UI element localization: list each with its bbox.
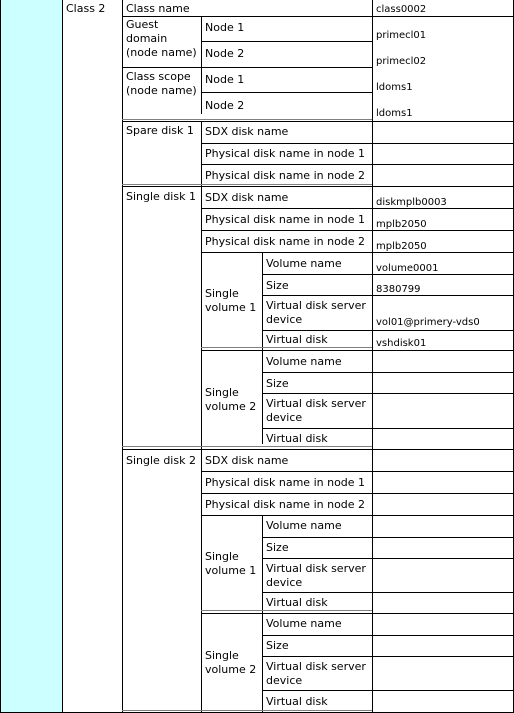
guest-node1-value[interactable]: primecl01 xyxy=(376,30,427,41)
sd2-vol2-size-label: Size xyxy=(266,639,289,652)
row-line xyxy=(201,143,514,144)
sd1-vol1-vds-value[interactable]: vol01@primery-vds0 xyxy=(376,317,480,328)
sd2-phys1-label: Physical disk name in node 1 xyxy=(205,476,366,489)
sd1-vol1-size-value[interactable]: 8380799 xyxy=(376,284,421,295)
sd1-vol1-vdisk-label: Virtual disk xyxy=(266,333,328,346)
row-line xyxy=(262,635,514,636)
row-line xyxy=(262,690,514,691)
sd2-vol2-vds-label: Virtual disk server device xyxy=(266,660,366,687)
spare1-phys1-value[interactable] xyxy=(373,146,513,164)
sd2-vol1-vds-value[interactable] xyxy=(373,568,513,586)
row-line xyxy=(262,592,514,593)
scope-node1-label: Node 1 xyxy=(205,73,245,86)
row-line xyxy=(201,121,202,713)
row-line xyxy=(201,515,514,516)
sd2-phys2-value[interactable] xyxy=(373,497,513,515)
spare-disk-1-label: Spare disk 1 xyxy=(126,124,194,137)
row-line xyxy=(201,208,514,209)
spare1-phys1-label: Physical disk name in node 1 xyxy=(205,147,366,160)
col-divider-class xyxy=(62,0,63,713)
sd2-vol1-label: Single volume 1 xyxy=(205,550,257,577)
sd2-phys2-label: Physical disk name in node 2 xyxy=(205,498,366,511)
guest-node2-value[interactable]: primecl02 xyxy=(376,56,427,67)
sd1-vol2-size-label: Size xyxy=(266,377,289,390)
class-name-label: Class name xyxy=(126,2,190,15)
sd1-vol2-name-label: Volume name xyxy=(266,355,342,368)
sd2-vol2-name-label: Volume name xyxy=(266,617,342,630)
guest-node1-label: Node 1 xyxy=(205,21,245,34)
row-line xyxy=(262,656,514,657)
sd1-phys1-label: Physical disk name in node 1 xyxy=(205,213,366,226)
row-line xyxy=(122,121,514,122)
class-name-value[interactable]: class0002 xyxy=(376,4,427,15)
row-line xyxy=(262,393,514,394)
sd1-vol1-name-value[interactable]: volume0001 xyxy=(376,263,439,274)
sd2-sdx-value[interactable] xyxy=(373,453,513,471)
table-border-left xyxy=(0,0,1,713)
row-line xyxy=(122,446,372,447)
row-line xyxy=(201,347,372,348)
scope-node2-label: Node 2 xyxy=(205,99,245,112)
sd1-vol2-name-value[interactable] xyxy=(373,354,513,372)
row-line xyxy=(262,274,514,275)
sd1-vol2-label: Single volume 2 xyxy=(205,386,257,413)
sd2-vol1-vdisk-value[interactable] xyxy=(373,595,513,613)
sd2-sdx-label: SDX disk name xyxy=(205,454,289,467)
row-line xyxy=(262,558,514,559)
sd1-vol1-vds-label: Virtual disk server device xyxy=(266,299,366,326)
row-line xyxy=(262,428,514,429)
sd2-vol2-vdisk-value[interactable] xyxy=(373,694,513,712)
scope-node2-value[interactable]: ldoms1 xyxy=(376,108,413,119)
sd1-phys2-label: Physical disk name in node 2 xyxy=(205,235,366,248)
row-line xyxy=(201,471,514,472)
row-line xyxy=(201,350,514,351)
sd2-vol1-name-label: Volume name xyxy=(266,519,342,532)
spare1-sdx-value[interactable] xyxy=(373,124,513,142)
row-line xyxy=(262,330,514,331)
guest-node2-label: Node 2 xyxy=(205,47,245,60)
sd1-vol1-label: Single volume 1 xyxy=(205,287,257,314)
row-line xyxy=(201,41,372,42)
row-line xyxy=(122,710,372,711)
row-line xyxy=(201,493,514,494)
row-line xyxy=(201,92,372,93)
sd2-vol1-vdisk-label: Virtual disk xyxy=(266,596,328,609)
row-line xyxy=(122,67,372,68)
sd1-vol2-vds-label: Virtual disk server device xyxy=(266,397,366,424)
sd2-vol1-vds-label: Virtual disk server device xyxy=(266,562,366,589)
row-line xyxy=(122,186,514,187)
sd2-phys1-value[interactable] xyxy=(373,475,513,493)
sd2-vol2-vds-value[interactable] xyxy=(373,666,513,684)
sd1-vol1-name-label: Volume name xyxy=(266,257,342,270)
sd2-vol2-name-value[interactable] xyxy=(373,616,513,634)
spare1-sdx-label: SDX disk name xyxy=(205,125,289,138)
spare1-phys2-value[interactable] xyxy=(373,168,513,186)
sd1-vol2-vdisk-value[interactable] xyxy=(373,431,513,449)
sd1-phys1-value[interactable]: mplb2050 xyxy=(376,219,427,230)
sd1-sdx-value[interactable]: diskmplb0003 xyxy=(376,197,447,208)
row-line xyxy=(262,537,514,538)
row-line xyxy=(201,610,372,611)
sd1-phys2-value[interactable]: mplb2050 xyxy=(376,241,427,252)
row-line xyxy=(201,252,514,253)
single-disk-2-label: Single disk 2 xyxy=(126,454,196,467)
guest-domain-label: Guest domain (node name) xyxy=(126,18,197,59)
sd2-vol2-label: Single volume 2 xyxy=(205,649,257,676)
row-line xyxy=(262,372,514,373)
row-line xyxy=(122,184,372,185)
scope-node1-value[interactable]: ldoms1 xyxy=(376,82,413,93)
sd1-vol1-size-label: Size xyxy=(266,279,289,292)
sd1-sdx-label: SDX disk name xyxy=(205,191,289,204)
sd1-vol2-vdisk-label: Virtual disk xyxy=(266,432,328,445)
single-disk-1-label: Single disk 1 xyxy=(126,190,196,203)
spare1-phys2-label: Physical disk name in node 2 xyxy=(205,169,366,182)
row-line xyxy=(122,449,514,450)
row-line xyxy=(201,164,514,165)
sd2-vol1-size-label: Size xyxy=(266,541,289,554)
class-label: Class 2 xyxy=(66,2,106,15)
sd1-vol2-vds-value[interactable] xyxy=(373,404,513,422)
sd2-vol2-size-value[interactable] xyxy=(373,638,513,656)
sd1-vol2-size-value[interactable] xyxy=(373,376,513,394)
row-line xyxy=(262,295,514,296)
row-line xyxy=(122,119,372,120)
sd1-vol1-vdisk-value[interactable]: vshdisk01 xyxy=(376,338,427,349)
sd2-vol1-name-value[interactable] xyxy=(373,518,513,536)
sd2-vol2-vdisk-label: Virtual disk xyxy=(266,695,328,708)
sd2-vol1-size-value[interactable] xyxy=(373,540,513,558)
class-scope-label: Class scope (node name) xyxy=(126,70,197,97)
row-line xyxy=(201,230,514,231)
row-line xyxy=(201,613,514,614)
left-margin-band xyxy=(1,0,62,713)
